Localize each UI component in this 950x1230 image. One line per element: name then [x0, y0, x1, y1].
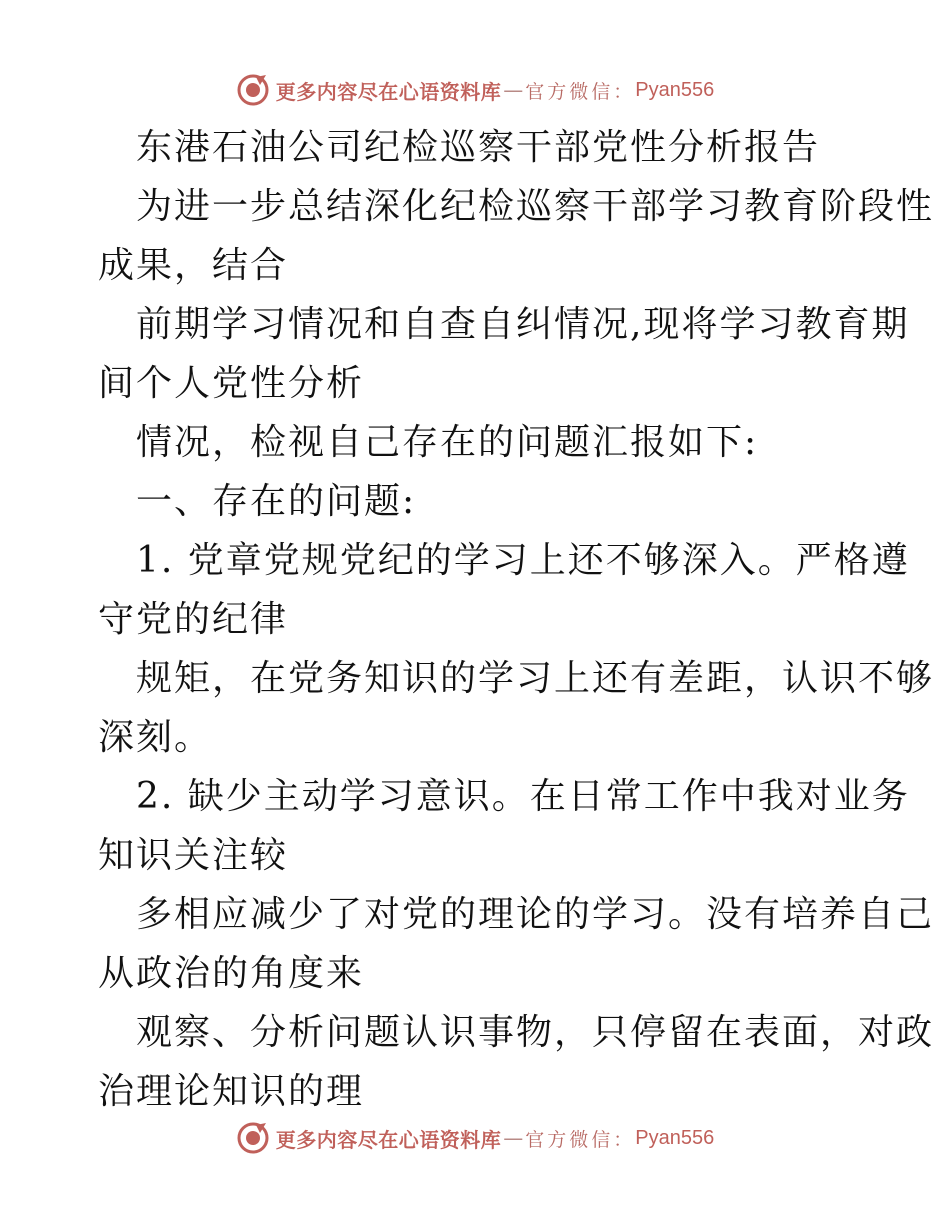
text-line: 规矩，在党务知识的学习上还有差距，认识不够: [136, 658, 935, 699]
text-line: 2. 缺少主动学习意识。在日常工作中我对业务: [136, 776, 910, 817]
brand-logo-icon: [236, 1121, 270, 1155]
watermark-separator: —: [503, 78, 524, 102]
text-line: 前期学习情况和自查自纠情况,现将学习教育期: [136, 304, 910, 345]
text-line: 知识关注较: [98, 835, 289, 876]
text-line: 为进一步总结深化纪检巡察干部学习教育阶段性: [136, 186, 935, 227]
watermark-site-text: 更多内容尽在心语资料库: [275, 1127, 502, 1152]
document-title: 东港石油公司纪检巡察干部党性分析报告: [136, 127, 821, 168]
brand-logo-icon: [236, 73, 270, 107]
text-line: 1. 党章党规党纪的学习上还不够深入。严格遵: [136, 540, 910, 581]
text-line: 从政治的角度来: [98, 953, 365, 994]
watermark-contact-label: 官方微信：: [525, 1128, 636, 1151]
watermark-site-text: 更多内容尽在心语资料库: [275, 79, 502, 104]
text-line: 守党的纪律: [98, 599, 289, 640]
watermark-contact-id: Pyan556: [635, 1126, 715, 1149]
text-line: 深刻。: [98, 717, 213, 758]
watermark-separator: —: [503, 1126, 524, 1150]
watermark-contact-label: 官方微信：: [525, 80, 636, 103]
text-line: 一、存在的问题:: [136, 481, 417, 522]
text-line: 成果，结合: [98, 245, 289, 286]
document-body: [98, 118, 935, 1121]
header-watermark: [0, 70, 950, 110]
watermark-contact-id: Pyan556: [635, 78, 715, 101]
text-line: 观察、分析问题认识事物，只停留在表面，对政: [136, 1012, 935, 1053]
text-line: 多相应减少了对党的理论的学习。没有培养自己: [136, 894, 935, 935]
text-line: 情况，检视自己存在的问题汇报如下:: [136, 422, 759, 463]
text-line: 治理论知识的理: [98, 1071, 365, 1112]
text-line: 间个人党性分析: [98, 363, 365, 404]
footer-watermark: [0, 1118, 950, 1158]
